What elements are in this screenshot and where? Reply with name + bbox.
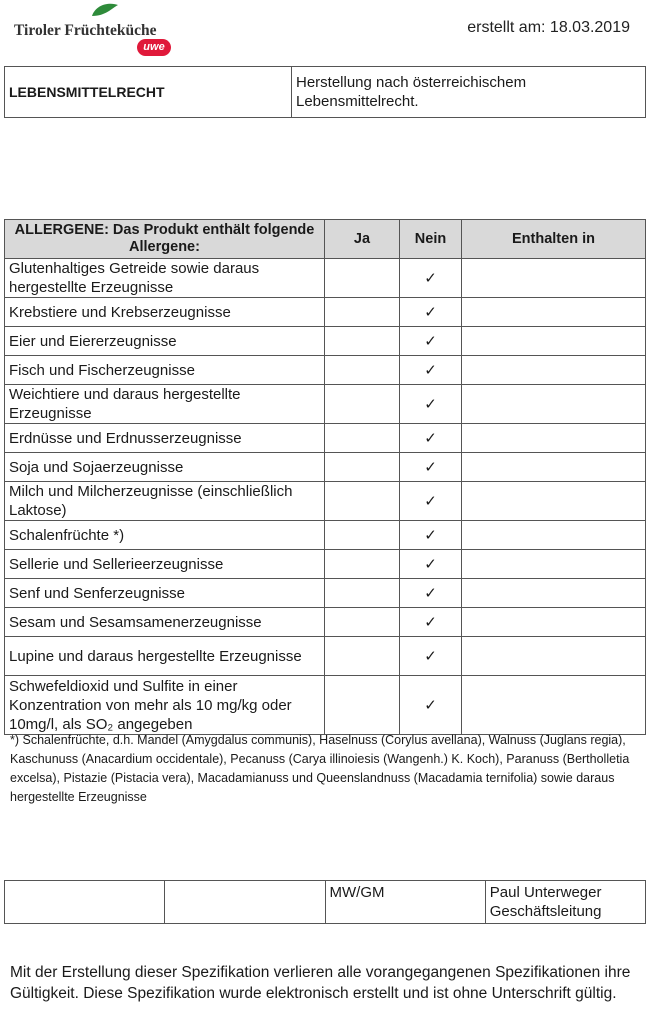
check-icon: ✓ [400,424,462,453]
validity-note: Mit der Erstellung dieser Spezifikation verlieren alle vorangegangenen Spezifikationen ihre Gültigkeit. Diese Spezifikation wurde elektronisch erstellt und ist ohne Unterschrift gültig. [10,964,631,1002]
signatory-cell [485,881,645,924]
contained-cell [462,608,646,637]
legal-table [4,66,646,118]
contained-cell [462,482,646,521]
allergen-name: Glutenhaltiges Getreide sowie daraus hergestellte Erzeugnisse [5,259,325,298]
contained-header: Enthalten in [462,220,646,259]
yes-cell [325,424,400,453]
contained-cell [462,298,646,327]
initials-cell: MW/GM [325,881,485,924]
allergen-name: Weichtiere und daraus hergestellte Erzeugnisse [5,385,325,424]
check-icon: ✓ [400,259,462,298]
allergen-table [4,219,646,735]
check-icon: ✓ [400,327,462,356]
contained-cell [462,637,646,676]
table-row [5,327,646,356]
allergen-name: Eier und Eiererzeugnisse [5,327,325,356]
contained-cell [462,453,646,482]
table-row [5,579,646,608]
allergen-name: Sellerie und Sellerieerzeugnisse [5,550,325,579]
allergen-name: Krebstiere und Krebserzeugnisse [5,298,325,327]
check-icon: ✓ [400,356,462,385]
yes-cell [325,327,400,356]
brand-name: Tiroler Früchteküche [14,22,157,39]
yes-cell [325,521,400,550]
yes-header: Ja [325,220,400,259]
table-row [5,550,646,579]
signature-table [4,880,646,924]
table-row [5,298,646,327]
yes-cell [325,259,400,298]
yes-cell [325,453,400,482]
table-row [5,385,646,424]
allergen-name: Schwefeldioxid und Sulfite in einer Konzentration von mehr als 10 mg/kg oder 10mg/l, als SO₂ angegeben [5,676,325,735]
allergen-name: Fisch und Fischerzeugnisse [5,356,325,385]
contained-cell [462,424,646,453]
table-row [5,259,646,298]
no-header: Nein [400,220,462,259]
created-date: erstellt am: 18.03.2019 [467,19,630,36]
check-icon: ✓ [400,298,462,327]
yes-cell [325,298,400,327]
contained-cell [462,579,646,608]
signature-cell-2 [165,881,325,924]
allergen-name: Lupine und daraus hergestellte Erzeugnisse [5,637,325,676]
contained-cell [462,676,646,735]
allergen-name: Erdnüsse und Erdnusserzeugnisse [5,424,325,453]
check-icon: ✓ [400,608,462,637]
allergen-header: ALLERGENE: Das Produkt enthält folgende Allergene: [5,220,325,259]
leaf-icon [90,2,120,20]
allergen-name: Senf und Senferzeugnisse [5,579,325,608]
allergen-name: Soja und Sojaerzeugnisse [5,453,325,482]
yes-cell [325,676,400,735]
company-logo [10,2,180,58]
check-icon: ✓ [400,550,462,579]
yes-cell [325,356,400,385]
contained-cell [462,385,646,424]
table-row [5,676,646,735]
check-icon: ✓ [400,521,462,550]
table-row [5,453,646,482]
check-icon: ✓ [400,579,462,608]
table-row [5,356,646,385]
check-icon: ✓ [400,482,462,521]
table-row [5,637,646,676]
allergen-name: Sesam und Sesamsamenerzeugnisse [5,608,325,637]
contained-cell [462,259,646,298]
yes-cell [325,482,400,521]
contained-cell [462,521,646,550]
table-row [5,482,646,521]
uwe-badge: uwe [137,39,171,56]
legal-label: LEBENSMITTELRECHT [5,67,292,118]
legal-value: Herstellung nach österreichischem Lebensmittelrecht. [292,67,646,118]
check-icon: ✓ [400,453,462,482]
allergen-name: Milch und Milcherzeugnisse (einschließlich Laktose) [5,482,325,521]
check-icon: ✓ [400,637,462,676]
signatory-role: Geschäftsleitung [489,903,602,920]
contained-cell [462,327,646,356]
check-icon: ✓ [400,385,462,424]
allergen-name: Schalenfrüchte *) [5,521,325,550]
signatory-name: Paul Unterweger [489,884,602,901]
signature-cell-1 [5,881,165,924]
contained-cell [462,356,646,385]
check-icon: ✓ [400,676,462,735]
table-row [5,521,646,550]
table-row [5,608,646,637]
yes-cell [325,637,400,676]
footnote-text: *) Schalenfrüchte, d.h. Mandel (Amygdalus communis), Haselnuss (Corylus avellana), Walnuss (Juglans regia), Kaschunuss (Anacardium occidentale), Pecanuss (Carya illinoiesis (Wangenh.) K. Koch), Paranuss (Bertholletia excelsa), Pistazie (Pistacia vera), Macadamianuss und Queenslandnuss (Macadamia ternifolia) sowie daraus hergestellte Erzeugnisse [10,733,630,804]
footnote [10,731,640,807]
yes-cell [325,550,400,579]
table-row [5,424,646,453]
yes-cell [325,385,400,424]
yes-cell [325,608,400,637]
contained-cell [462,550,646,579]
yes-cell [325,579,400,608]
